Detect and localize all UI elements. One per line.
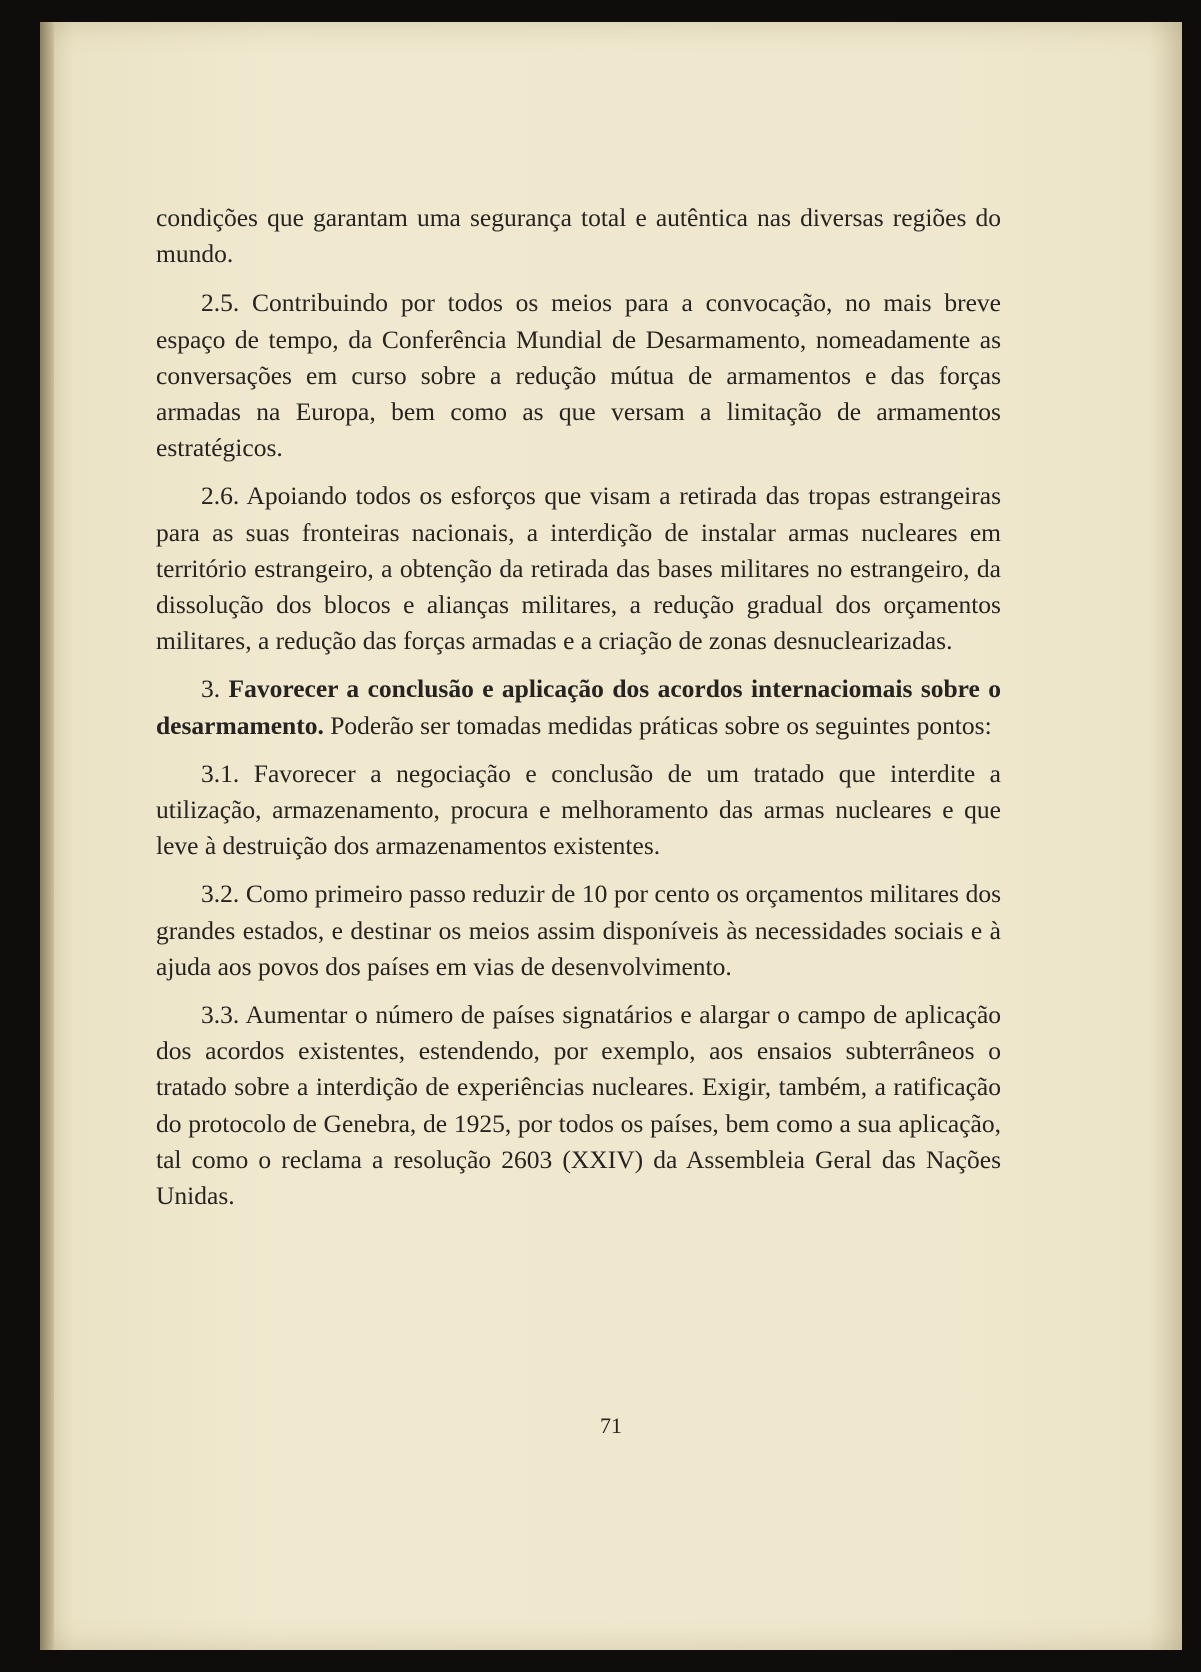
paragraph-3 [156,671,1001,743]
section-number: 3. [201,674,221,704]
paragraph-text: Poderão ser tomadas medidas práticas sobre os seguintes pontos: [330,710,992,740]
body-text [156,200,1001,1226]
paragraph-3-2 [156,876,1001,985]
page-number: 71 [600,1413,622,1438]
paragraph-text: Apoiando todos os esforços que visam a retirada das tropas estrangeiras para as suas fronteiras nacionais, a interdição de instalar armas nucleares em território estrangeiro, a obtenção da retirada das bases militares no estrangeiro, da dissolução dos blocos e alianças militares, a redução gradual dos orçamentos militares, a redução das forças armadas e a criação de zonas desnuclearizadas. [156,481,1001,656]
paragraph-number: 3.2. [201,879,240,909]
paragraph-3-3 [156,997,1001,1214]
paragraph-number: 2.5. [201,288,240,318]
paragraph-text: condições que garantam uma segurança total e autêntica nas diversas regiões do mundo. [156,203,1001,269]
paragraph-3-1 [156,756,1001,865]
paragraph-2-6 [156,478,1001,659]
paragraph-continuation [156,200,1001,272]
paragraph-2-5 [156,285,1001,466]
paragraph-number: 2.6. [201,481,240,511]
paragraph-text: Aumentar o número de países signatários e alargar o campo de aplicação dos acordos existentes, estendendo, por exemplo, aos ensaios subterrâneos o tratado sobre a interdição de experiências nucleares. Exigir, também, a ratificação do protocolo de Genebra, de 1925, por todos os países, bem como a sua aplicação, tal como o reclama a resolução 2603 (XXIV) da Assembleia Geral das Nações Unidas. [156,1000,1002,1211]
page-gutter-shadow [40,22,54,1650]
book-page [40,22,1182,1650]
paragraph-text: Contribuindo por todos os meios para a convocação, no mais breve espaço de tempo, da Conferência Mundial de Desarmamento, nomeadamente as conversações em curso sobre a redução mútua de armamentos e das forças armadas na Europa, bem como as que versam a limitação de armamentos estratégicos. [156,288,1001,463]
paragraph-text: Como primeiro passo reduzir de 10 por cento os orçamentos militares dos grandes estados, e destinar os meios assim disponíveis às necessidades sociais e à ajuda aos povos dos países em vias de desenvolvimento. [156,879,1001,981]
section-heading: Favorecer a conclusão e aplicação dos acordos internaciomais sobre o desarmamento. [156,674,1002,740]
paragraph-number: 3.1. [201,758,240,788]
paragraph-text: Favorecer a negociação e conclusão de um tratado que interdite a utilização, armazenamento, procura e melhoramento das armas nucleares e que leve à destruição dos armazenamentos existentes. [156,758,1002,861]
paragraph-number: 3.3. [201,1000,240,1030]
